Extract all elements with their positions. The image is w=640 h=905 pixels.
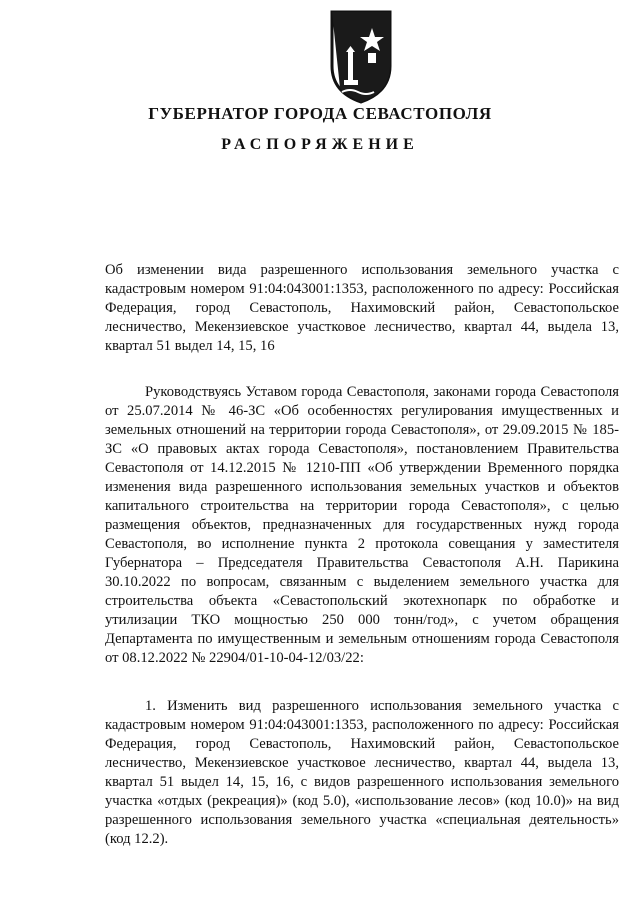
order-item-1: 1. Изменить вид разрешенного использования земельного участка с кадастровым номером 91:04:043001:1353, расположенного по адресу: Российская Федерация, город Севастополь, Нахимовский район, Севастопольское лесничество, Мекензиевское участковое лесничество, квартал 44, выдела 13, квартал 51 выдел 14, 15, 16, с видов разрешенного использования земельного участка «отдых (рекреация)» (код 5.0), «использование лесов» (код 10.0)» на вид разрешенного использования земельного участка «специальная деятельность» (код 12.2). — [105, 698, 619, 847]
issuer-title: ГУБЕРНАТОР ГОРОДА СЕВАСТОПОЛЯ — [148, 104, 492, 123]
document-type: РАСПОРЯЖЕНИЕ — [221, 136, 419, 153]
preamble-paragraph: Руководствуясь Уставом города Севастополя, законами города Севастополя от 25.07.2014 № 46-ЗС «Об особенностях регулирования имущественных и земельных отношений на территории города Севастополя», от 29.09.2015 № 185-ЗС «О правовых актах города Севастополя», постановлением Правительства Севастополя от 14.12.2015 № 1210-ПП «Об утверждении Временного порядка изменения вида разрешенного использования земельных участков и объектов капитального строительства на территории города Севастополя», с целью размещения объектов, предназначенных для государственных нужд города Севастополя, во исполнение пункта 2 протокола совещания у заместителя Губернатора – Председателя Правительства Севастополя А.Н. Парикина 30.10.2022 по вопросам, связанным с выделением земельного участка для строительства объекта «Севастопольский экотехнопарк по обработке и утилизации ТКО мощностью 250 000 тонн/год», с учетом обращения Департамента по имущественным и земельным отношениям города Севастополя от 08.12.2022 № 22904/01-10-04-12/03/22: — [105, 384, 619, 666]
coat-of-arms-emblem — [328, 8, 394, 104]
document-subject: Об изменении вида разрешенного использования земельного участка с кадастровым номером 91:04:043001:1353, расположенного по адресу: Российская Федерация, город Севастополь, Нахимовский район, Севастопольское лесничество, Мекензиевское участковое лесничество, квартал 44, выдела 13, квартал 51 выдел 14, 15, 16 — [105, 262, 619, 354]
